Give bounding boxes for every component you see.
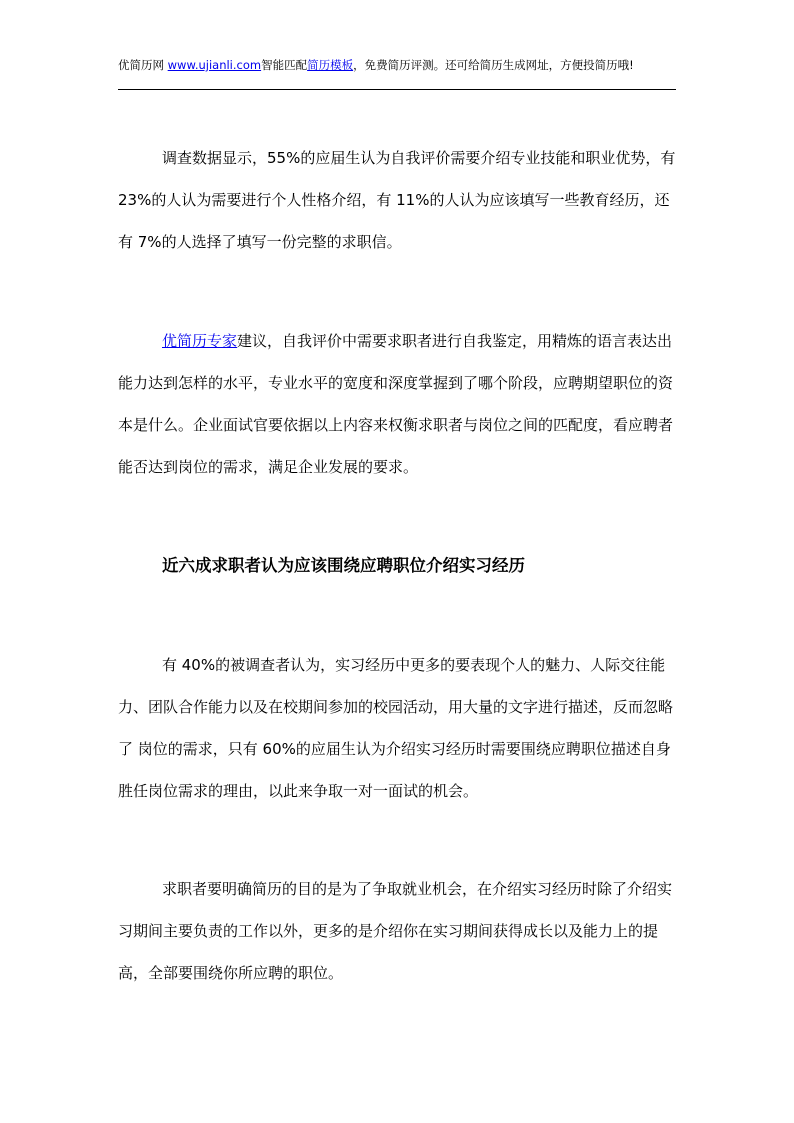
expert-link[interactable]: 优简历专家 xyxy=(162,332,238,350)
section-heading: 近六成求职者认为应该围绕应聘职位介绍实习经历 xyxy=(162,556,525,575)
paragraph-expert-advice xyxy=(118,320,678,488)
header-text-before-link: 智能匹配 xyxy=(261,58,308,72)
page-header xyxy=(118,57,676,73)
header-text-after-link: ，免费简历评测。还可给简历生成网址，方便投简历哦! xyxy=(353,58,634,72)
paragraph-survey-self-evaluation: 调查数据显示，55%的应届生认为自我评价需要介绍专业技能和职业优势，有 23%的人认为需要进行个人性格介绍，有 11%的人认为应该填写一些教育经历，还有 7%的人选择了填写一份完整的求职信。 xyxy=(118,149,676,251)
header-divider xyxy=(118,89,676,90)
template-link[interactable]: 简历模板 xyxy=(307,58,354,72)
site-link[interactable]: www.ujianli.com xyxy=(167,58,262,72)
expert-advice-text: 建议，自我评价中需要求职者进行自我鉴定，用精炼的语言表达出能力达到怎样的水平，专业水平的宽度和深度掌握到了哪个阶段，应聘期望职位的资本是什么。企业面试官要依据以上内容来权衡求职者与岗位之间的匹配度，看应聘者能否达到岗位的需求，满足企业发展的要求。 xyxy=(118,332,674,476)
paragraph-resume-purpose: 求职者要明确简历的目的是为了争取就业机会，在介绍实习经历时除了介绍实习期间主要负责的工作以外，更多的是介绍你在实习期间获得成长以及能力上的提高，全部要围绕你所应聘的职位。 xyxy=(118,880,673,982)
site-name: 优简历网 xyxy=(118,58,164,72)
paragraph-internship-survey: 有 40%的被调查者认为，实习经历中更多的要表现个人的魅力、人际交往能力、团队合作能力以及在校期间参加的校园活动，用大量的文字进行描述，反而忽略了 岗位的需求，只有 60%的应届生认为介绍实习经历时需要围绕应聘职位描述自身胜任岗位需求的理由，以此来争取一对一面试的机会。 xyxy=(118,656,674,800)
